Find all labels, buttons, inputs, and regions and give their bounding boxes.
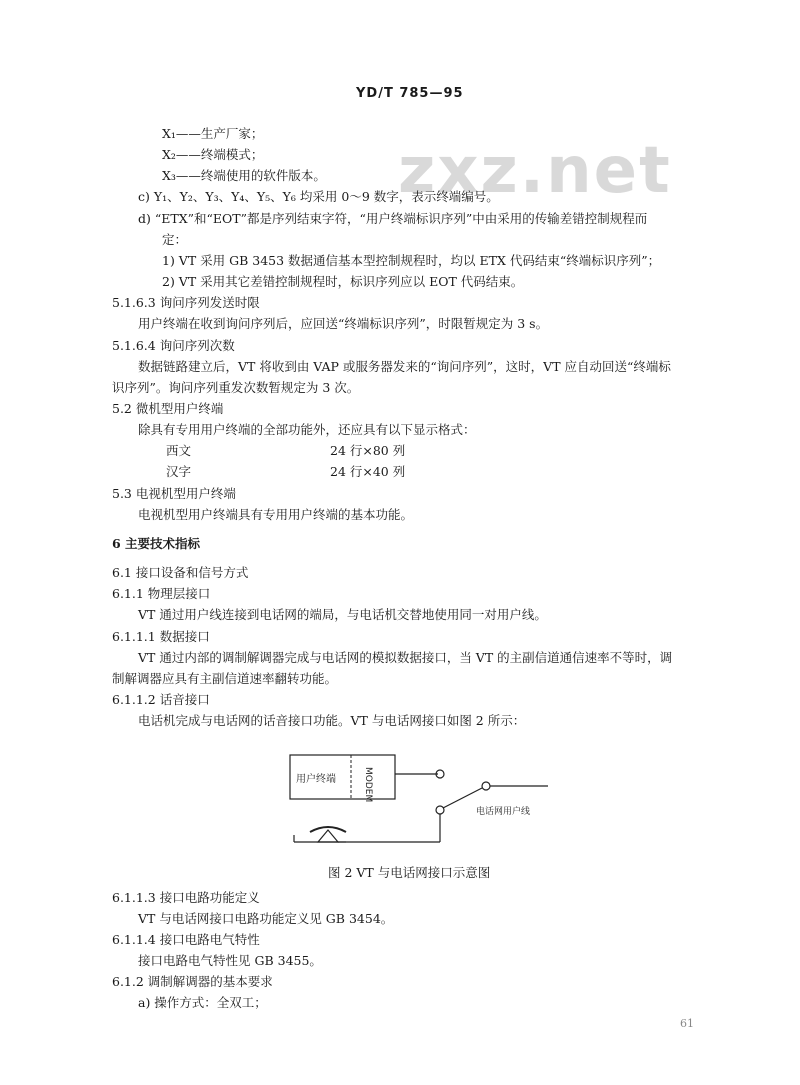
paragraph-6113: VT 与电话网接口电路功能定义见 GB 3454。 [138, 911, 394, 926]
paragraph-611: VT 通过用户线连接到电话网的端局，与电话机交替地使用同一对用户线。 [138, 607, 547, 622]
paragraph-6111-line2: 制解调器应具有主副信道速率翻转功能。 [112, 671, 338, 686]
paragraph-6114: 接口电路电气特性见 GB 3455。 [138, 953, 322, 968]
list-item-d-2: 2) VT 采用其它差错控制规程时，标识序列应以 EOT 代码结束。 [162, 274, 524, 289]
format-label-chinese: 汉字 [166, 464, 192, 479]
page-number: 61 [680, 1017, 694, 1030]
list-item-x1: X₁——生产厂家； [162, 126, 264, 141]
paragraph-5163: 用户终端在收到询问序列后，应回送“终端标识序列”，时限暂规定为 3 s。 [138, 316, 549, 331]
section-heading-52: 5.2 微机型用户终端 [112, 401, 224, 416]
format-value-western: 24 行×80 列 [330, 443, 406, 458]
section-heading-612: 6.1.2 调制解调器的基本要求 [112, 974, 273, 989]
format-value-chinese: 24 行×40 列 [330, 464, 406, 479]
switch-contact-lower [436, 806, 444, 814]
watermark: zxz.net [398, 134, 672, 208]
list-item-x3: X₃——终端使用的软件版本。 [162, 168, 326, 183]
section-heading-5163: 5.1.6.3 询问序列发送时限 [112, 295, 260, 310]
list-item-c: c) Y₁、Y₂、Y₃、Y₄、Y₅、Y₆ 均采用 0～9 数字，表示终端编号。 [138, 189, 499, 204]
list-item-d: d) “ETX”和“EOT”都是序列结束字符，“用户终端标识序列”中由采用的传输差错控制规程而 [138, 211, 648, 226]
list-item-d-cont: 定： [162, 232, 188, 247]
paragraph-6111-line1: VT 通过内部的调制解调器完成与电话网的模拟数据接口，当 VT 的主副信道通信速率不等时，调 [138, 650, 673, 665]
list-item-d-1: 1) VT 采用 GB 3453 数据通信基本型控制规程时，均以 ETX 代码结束“终端标识序列”； [162, 253, 661, 268]
format-label-western: 西文 [166, 443, 192, 458]
section-heading-6111: 6.1.1.1 数据接口 [112, 629, 210, 644]
section-heading-6: 6 主要技术指标 [112, 536, 201, 551]
section-heading-5164: 5.1.6.4 询问序列次数 [112, 338, 235, 353]
paragraph-6112: 电话机完成与电话网的话音接口功能。VT 与电话网接口如图 2 所示： [138, 713, 526, 728]
section-heading-6113: 6.1.1.3 接口电路功能定义 [112, 890, 260, 905]
section-heading-61: 6.1 接口设备和信号方式 [112, 565, 249, 580]
section-heading-6114: 6.1.1.4 接口电路电气特性 [112, 932, 260, 947]
section-heading-611: 6.1.1 物理层接口 [112, 586, 211, 601]
list-item-612a: a) 操作方式：全双工； [138, 995, 267, 1010]
paragraph-52: 除具有专用用户终端的全部功能外，还应具有以下显示格式： [138, 422, 476, 437]
document-header: YD/T 785—95 [356, 86, 464, 101]
paragraph-5164-line2: 识序列”。询问序列重发次数暂规定为 3 次。 [112, 380, 360, 395]
section-heading-53: 5.3 电视机型用户终端 [112, 486, 236, 501]
section-heading-6112: 6.1.1.2 话音接口 [112, 692, 210, 707]
paragraph-53: 电视机型用户终端具有专用用户终端的基本功能。 [138, 507, 414, 522]
modem-label: MODEM [363, 767, 373, 803]
switch-blade [443, 788, 482, 808]
list-item-x2: X₂——终端模式； [162, 147, 264, 162]
line-label: 电话网用户线 [476, 807, 531, 817]
interface-diagram [280, 740, 560, 855]
switch-pivot [482, 782, 490, 790]
terminal-label: 用户终端 [296, 774, 336, 785]
telephone-icon [310, 827, 346, 842]
figure-caption: 图 2 VT 与电话网接口示意图 [328, 865, 491, 880]
paragraph-5164-line1: 数据链路建立后，VT 将收到由 VAP 或服务器发来的“询问序列”，这时，VT 应自动回送“终端标 [138, 359, 671, 374]
